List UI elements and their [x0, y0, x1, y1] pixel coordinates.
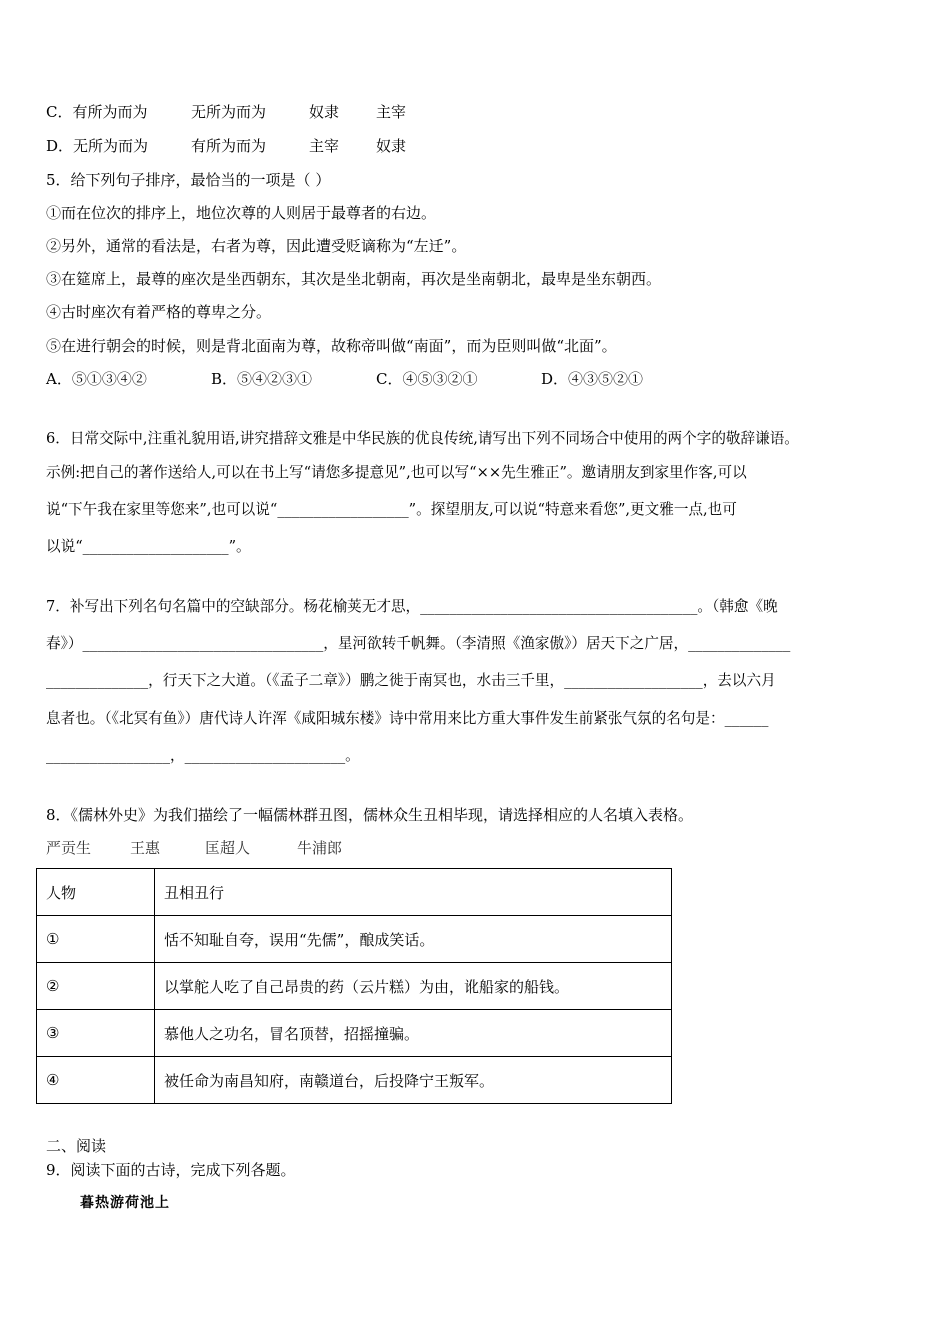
q7-line-2: 春》）_________________________________，星河欲转千帆舞。（李清照《渔家傲》）居天下之广居，______________	[46, 635, 791, 652]
q6-line-2: 示例:把自己的著作送给人,可以在书上写“请您多提意见”,也可以写“××先生雅正”。邀请朋友到家里作客,可以	[46, 464, 747, 481]
q4-d-o4: 奴隶	[376, 137, 407, 155]
q5-sentence-5: ⑤在进行朝会的时候，则是背北面南为尊，故称帝叫做“南面”，而为臣则叫做“北面”。	[46, 337, 617, 355]
q5-stem: 5．给下列句子排序，最恰当的一项是（ ）	[46, 171, 331, 189]
q7-line-1: 7．补写出下列名句名篇中的空缺部分。杨花榆荚无才思，______________________________________。（韩愈《晚	[46, 598, 778, 615]
table-cell-person: ②	[37, 963, 155, 1010]
q4-c-o4: 主宰	[376, 103, 407, 121]
q4-d-o3: 主宰	[309, 137, 340, 155]
table-row	[37, 916, 672, 963]
q7-line-4: 息者也。（《北冥有鱼》）唐代诗人许浑《咸阳城东楼》诗中常用来比方重大事件发生前紧张气氛的名句是：______	[46, 710, 769, 727]
q8-names	[46, 838, 342, 858]
table-cell-person: ③	[37, 1010, 155, 1057]
table-row	[37, 963, 672, 1010]
q5-sentence-1: ①而在位次的排序上，地位次尊的人则居于最尊者的右边。	[46, 204, 437, 222]
q8-name-2: 王惠	[130, 839, 161, 857]
q4-d-label: D．无所为而为	[46, 137, 149, 155]
q9-poem-title: 暮热游荷池上	[80, 1195, 170, 1211]
q7-line-3: ______________，行天下之大道。（《孟子二章》）鹏之徙于南冥也，水击三千里，___________________，去以六月	[46, 672, 776, 689]
q4-option-c	[46, 102, 406, 122]
table-cell-person: ①	[37, 916, 155, 963]
q6-line-1: 6．日常交际中,注重礼貌用语,讲究措辞文雅是中华民族的优良传统,请写出下列不同场合中使用的两个字的敬辞谦语。	[46, 430, 799, 447]
q4-c-label: C．有所为而为	[46, 103, 148, 121]
table-cell-person: ④	[37, 1057, 155, 1104]
q4-option-d	[46, 136, 406, 156]
q5-option-c: C．④⑤③②①	[376, 370, 478, 388]
q9-stem: 9．阅读下面的古诗，完成下列各题。	[46, 1161, 296, 1179]
table-cell-behavior: 以掌舵人吃了自己昂贵的药（云片糕）为由，讹船家的船钱。	[155, 963, 672, 1010]
q4-c-o2: 无所为而为	[191, 103, 267, 121]
table-header-person: 人物	[37, 869, 155, 916]
q5-option-d: D．④③⑤②①	[541, 370, 644, 388]
table-cell-behavior: 被任命为南昌知府，南赣道台，后投降宁王叛军。	[155, 1057, 672, 1104]
table-row	[37, 1057, 672, 1104]
q5-option-a: A．⑤①③④②	[46, 370, 147, 388]
q5-sentence-2: ②另外，通常的看法是，右者为尊，因此遭受贬谪称为“左迁”。	[46, 237, 467, 255]
q8-name-3: 匡超人	[205, 839, 251, 857]
q8-name-1: 严贡生	[46, 839, 92, 857]
q6-line-4: 以说“____________________”。	[46, 538, 251, 555]
q8-table	[36, 868, 672, 1104]
q7-line-5: _________________，______________________。	[46, 747, 360, 764]
q5-sentence-3: ③在筵席上，最尊的座次是坐西朝东，其次是坐北朝南，再次是坐南朝北，最卑是坐东朝西。	[46, 270, 662, 288]
table-cell-behavior: 恬不知耻自夸，误用“先儒”，酿成笑话。	[155, 916, 672, 963]
q8-name-4: 牛浦郎	[297, 839, 343, 857]
table-cell-behavior: 慕他人之功名，冒名顶替，招摇撞骗。	[155, 1010, 672, 1057]
q5-sentence-4: ④古时座次有着严格的尊卑之分。	[46, 303, 272, 321]
section-heading-reading: 二、阅读	[46, 1137, 107, 1155]
q6-line-3: 说“下午我在家里等您来”,也可以说“__________________”。探望朋友,可以说“特意来看您”,更文雅一点,也可	[46, 501, 737, 518]
q4-d-o2: 有所为而为	[191, 137, 267, 155]
table-header-behavior: 丑相丑行	[155, 869, 672, 916]
table-row	[37, 1010, 672, 1057]
table-header-row	[37, 869, 672, 916]
q5-options	[46, 369, 643, 389]
q5-option-b: B．⑤④②③①	[211, 370, 313, 388]
q4-c-o3: 奴隶	[309, 103, 340, 121]
q8-stem: 8．《儒林外史》为我们描绘了一幅儒林群丑图，儒林众生丑相毕现，请选择相应的人名填入表格。	[46, 806, 694, 824]
